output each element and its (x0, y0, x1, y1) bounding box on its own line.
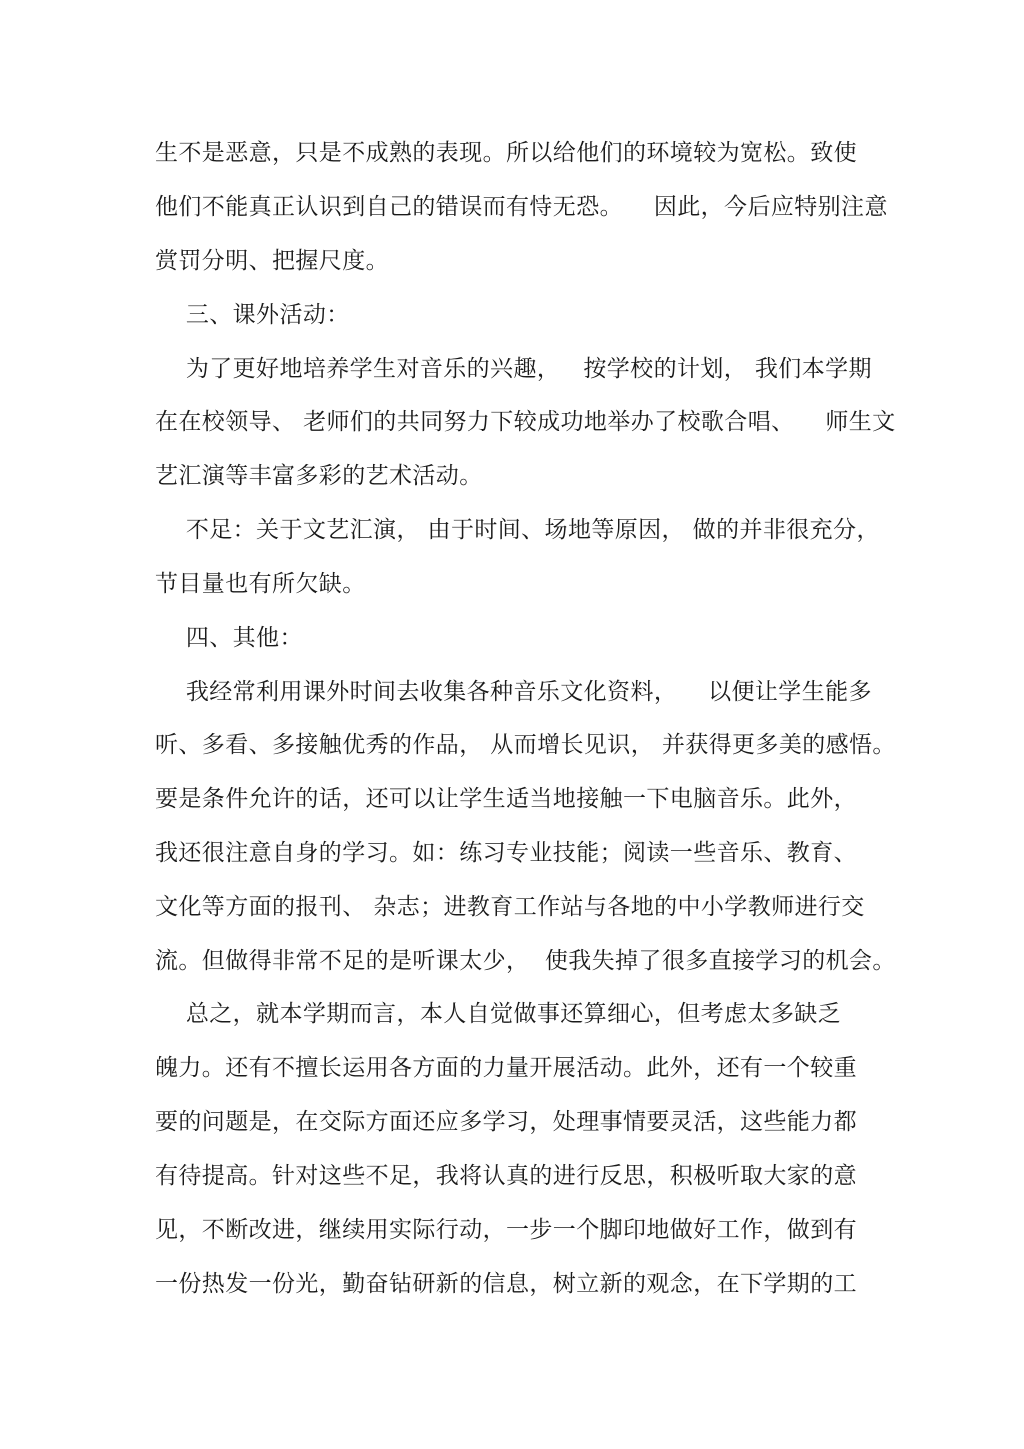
text-line: 生不是恶意，只是不成熟的表现。所以给他们的环境较为宽松。致使 (155, 140, 857, 166)
text-line: 听、多看、多接触优秀的作品， 从而增长见识， 并获得更多美的感悟。 (155, 732, 896, 758)
text-line: 不足：关于文艺汇演， 由于时间、场地等原因， 做的并非很充分， (155, 517, 880, 543)
text-line: 总之，就本学期而言，本人自觉做事还算细心，但考虑太多缺乏 (155, 1001, 842, 1027)
text-line: 魄力。还有不擅长运用各方面的力量开展活动。此外，还有一个较重 (155, 1055, 857, 1081)
section-heading: 四、其他： (155, 625, 303, 651)
text-line: 文化等方面的报刊、 杂志；进教育工作站与各地的中小学教师进行交 (155, 894, 865, 920)
text-line: 我还很注意自身的学习。如：练习专业技能；阅读一些音乐、教育、 (155, 840, 857, 866)
section-heading: 三、课外活动： (155, 302, 350, 328)
text-line: 流。但做得非常不足的是听课太少， 使我失掉了很多直接学习的机会。 (155, 948, 896, 974)
text-line: 艺汇演等丰富多彩的艺术活动。 (155, 463, 483, 489)
text-line: 见，不断改进，继续用实际行动，一步一个脚印地做好工作，做到有 (155, 1217, 857, 1243)
text-line: 他们不能真正认识到自己的错误而有恃无恐。 因此，今后应特别注意 (155, 194, 888, 220)
text-line: 要是条件允许的话，还可以让学生适当地接触一下电脑音乐。此外， (155, 786, 857, 812)
text-line: 有待提高。针对这些不足，我将认真的进行反思，积极听取大家的意 (155, 1163, 857, 1189)
text-line: 我经常利用课外时间去收集各种音乐文化资料， 以便让学生能多 (155, 679, 872, 705)
text-line: 要的问题是，在交际方面还应多学习，处理事情要灵活，这些能力都 (155, 1109, 857, 1135)
text-line: 在在校领导、 老师们的共同努力下较成功地举办了校歌合唱、 师生文 (155, 409, 896, 435)
text-line: 赏罚分明、把握尺度。 (155, 248, 389, 274)
text-line: 节目量也有所欠缺。 (155, 571, 366, 597)
text-line: 一份热发一份光，勤奋钻研新的信息，树立新的观念，在下学期的工 (155, 1271, 857, 1297)
text-line: 为了更好地培养学生对音乐的兴趣， 按学校的计划， 我们本学期 (155, 356, 872, 382)
